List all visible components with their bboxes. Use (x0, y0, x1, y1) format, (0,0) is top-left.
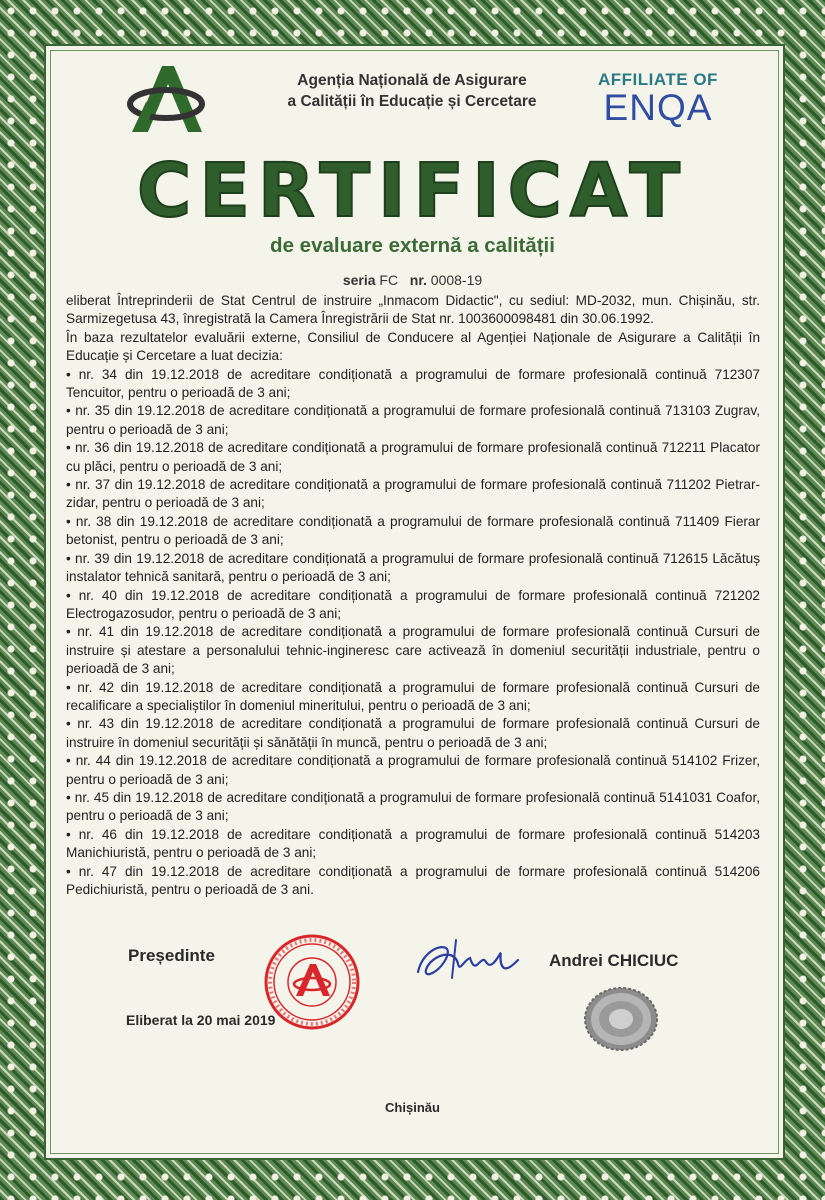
seria-label: seria (342, 272, 376, 288)
official-stamp-icon (262, 932, 362, 1032)
decision-item: • nr. 39 din 19.12.2018 de acreditare condiționată a programului de formare profesională continuă 712615 Lăcătuș instalator tehnică sanitară, pentru o perioadă de 3 ani; (66, 550, 760, 585)
agency-line-1: Agenția Națională de Asigurare (297, 72, 527, 89)
issue-date: Eliberat la 20 mai 2019 (126, 1012, 276, 1028)
enqa-affiliation (598, 70, 718, 126)
president-name: Andrei CHICIUC (549, 951, 679, 970)
issue-city: Chișinău (385, 1100, 440, 1115)
decision-item: • nr. 35 din 19.12.2018 de acreditare condiționată a programului de formare profesională continuă 713103 Zugrav, pentru o perioadă de 3 ani; (66, 403, 760, 437)
signature-icon (412, 934, 522, 984)
decision-item: • nr. 37 din 19.12.2018 de acreditare condiționată a programului de formare profesională continuă 711202 Pietrar-zidar, pentru o perioadă de 3 ani; (66, 477, 760, 511)
decision-item: • nr. 43 din 19.12.2018 de acreditare condiționată a programului de formare profesională continuă Cursuri de instruire în domeniul securității și sănătății în muncă, pentru o perioadă de 3 ani; (66, 716, 760, 750)
decision-item: • nr. 45 din 19.12.2018 de acreditare condiționată a programului de formare profesională continuă 5141031 Coafor, pentru o perioadă de 3 ani; (66, 789, 760, 824)
decision-item: • nr. 41 din 19.12.2018 de acreditare condiționată a programului de formare profesională continuă Cursuri de instruire și atestare a personalului tehnic-ingineresc care activează în domeniul securității industriale, pentru o perioadă de 3 ani; (66, 624, 760, 677)
issued-to-paragraph: eliberat Întreprinderii de Stat Centrul de instruire „Inmacom Didactic", cu sediul: MD-2032, mun. Chișinău, str. Sarmizegetusa 43, înregistrată la Camera Înregistrării de Stat nr. 1003600098481 din 30.06.1992. (66, 293, 760, 327)
certificate-subtitle: de evaluare externă a calității (270, 234, 555, 257)
certificate-title: CERTIFICAT (137, 148, 688, 234)
decision-item: • nr. 40 din 19.12.2018 de acreditare condiționată a programului de formare profesională continuă 721202 Electrogazosudor, pentru o perioadă de 3 ani; (66, 587, 760, 621)
agency-name (282, 70, 542, 112)
decision-item: • nr. 44 din 19.12.2018 de acreditare condiționată a programului de formare profesională continuă 514102 Frizer, pentru o perioadă de 3 ani; (66, 753, 760, 787)
decision-intro: În baza rezultatelor evaluării externe, Consiliul de Conducere al Agenției Naționale de Asigurare a Calității în Educație și Cercetare a luat decizia: (66, 329, 760, 364)
hologram-seal-icon (583, 986, 659, 1052)
nr-value: 0008-19 (430, 272, 483, 288)
agency-line-2: a Calității în Educație și Cercetare (287, 93, 537, 110)
anacec-logo-icon (126, 62, 208, 134)
decision-item: • nr. 34 din 19.12.2018 de acreditare condiționată a programului de formare profesională continuă 712307 Tencuitor, pentru o perioadă de 3 ani; (66, 366, 760, 401)
certificate-body (66, 292, 760, 899)
affiliate-label: AFFILIATE OF (598, 70, 718, 89)
decision-item: • nr. 42 din 19.12.2018 de acreditare condiționată a programului de formare profesională continuă Cursuri de recalificare a specialiștilor în domeniul mineritului, pentru o perioadă de 3 ani; (66, 679, 760, 713)
enqa-logo-text: ENQA (603, 87, 713, 128)
decision-item: • nr. 46 din 19.12.2018 de acreditare condiționată a programului de formare profesională continuă 514203 Manichiuristă, pentru o perioadă de 3 ani; (66, 826, 760, 861)
decision-item: • nr. 47 din 19.12.2018 de acreditare condiționată a programului de formare profesională continuă 514206 Pedichiuristă, pentru o perioadă de 3 ani. (66, 863, 760, 897)
nr-label: nr. (409, 272, 427, 288)
decision-item: • nr. 36 din 19.12.2018 de acreditare condiționată a programului de formare profesională continuă 712211 Placator cu plăci, pentru o perioadă de 3 ani; (66, 440, 760, 474)
series-number (0, 272, 825, 288)
decision-item: • nr. 38 din 19.12.2018 de acreditare condiționată a programului de formare profesională continuă 711409 Fierar betonist, pentru o perioadă de 3 ani; (66, 513, 760, 548)
president-label: Președinte (128, 946, 215, 965)
seria-value: FC (379, 272, 399, 288)
